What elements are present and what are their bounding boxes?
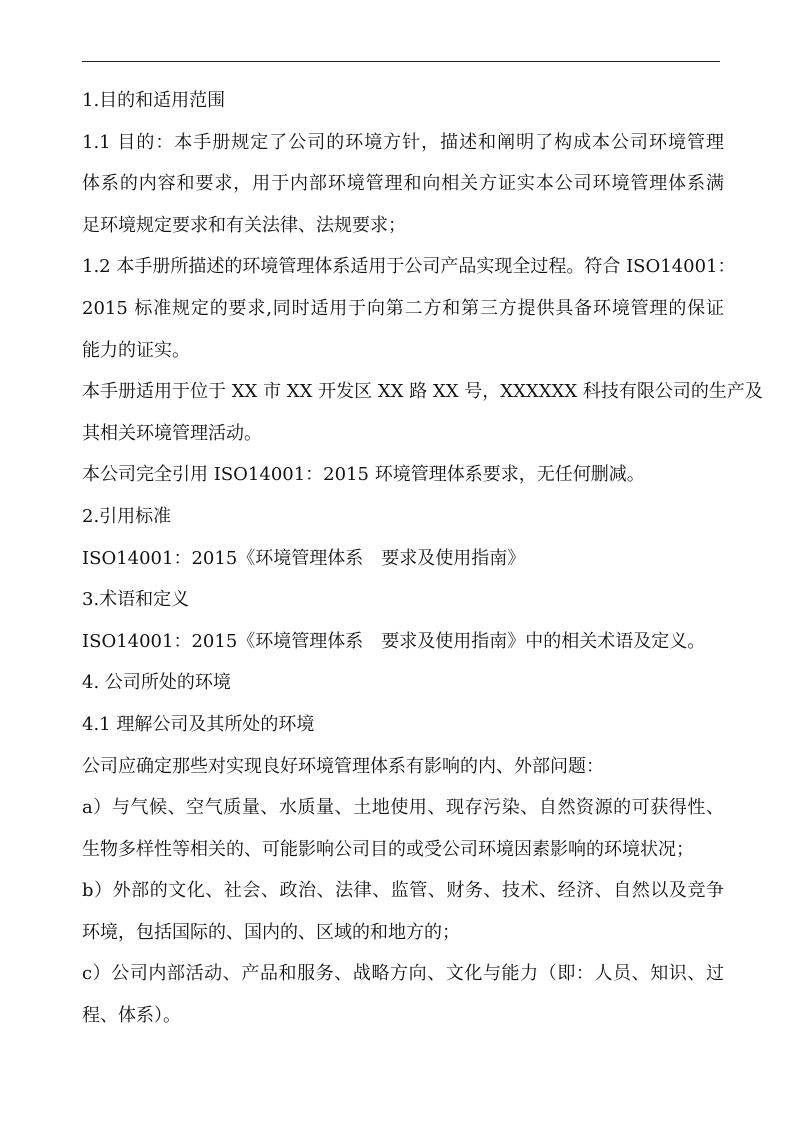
list-item-c: c）公司内部活动、产品和服务、战略方向、文化与能力（即：人员、知识、过 — [82, 963, 724, 985]
paragraph-line: 2015 标准规定的要求,同时适用于向第二方和第三方提供具备环境管理的保证 — [82, 297, 724, 319]
list-item-c-cont: 程、体系）。 — [82, 1005, 181, 1027]
header-rule — [82, 61, 720, 62]
paragraph-line: 体系的内容和要求，用于内部环境管理和向相关方证实本公司环境管理体系满 — [82, 173, 724, 195]
paragraph-line: 本手册适用于位于 XX 市 XX 开发区 XX 路 XX 号，XXXXXX 科技有限公司的生产及 — [82, 381, 763, 403]
paragraph-line: 能力的证实。 — [82, 339, 190, 361]
paragraph-line: 1.2 本手册所描述的环境管理体系适用于公司产品实现全过程。符合 ISO14001： — [82, 256, 736, 278]
paragraph-line: 足环境规定要求和有关法律、法规要求； — [82, 214, 406, 236]
list-item-a: a）与气候、空气质量、水质量、土地使用、现存污染、自然资源的可获得性、 — [82, 797, 724, 819]
paragraph-line: 本公司完全引用 ISO14001：2015 环境管理体系要求，无任何删减。 — [82, 464, 645, 486]
paragraph-line: ISO14001：2015《环境管理体系 要求及使用指南》 — [82, 547, 526, 569]
subsection-heading-4-1: 4.1 理解公司及其所处的环境 — [82, 713, 315, 735]
paragraph-line: ISO14001：2015《环境管理体系 要求及使用指南》中的相关术语及定义。 — [82, 630, 706, 652]
list-item-b-cont: 环境，包括国际的、国内的、区域的和地方的； — [82, 921, 460, 943]
section-heading-1: 1.目的和适用范围 — [82, 90, 226, 111]
paragraph-line: 1.1 目的：本手册规定了公司的环境方针，描述和阐明了构成本公司环境管理 — [82, 131, 724, 153]
section-heading-2: 2.引用标准 — [82, 505, 172, 527]
section-heading-4: 4. 公司所处的环境 — [82, 672, 231, 694]
document-body — [82, 80, 763, 1037]
list-item-a-cont: 生物多样性等相关的、可能影响公司目的或受公司环境因素影响的环境状况； — [82, 838, 694, 860]
section-heading-3: 3.术语和定义 — [82, 589, 190, 611]
paragraph-line: 公司应确定那些对实现良好环境管理体系有影响的内、外部问题： — [82, 755, 604, 777]
paragraph-line: 其相关环境管理活动。 — [82, 422, 262, 444]
list-item-b: b）外部的文化、社会、政治、法律、监管、财务、技术、经济、自然以及竞争 — [82, 880, 724, 902]
